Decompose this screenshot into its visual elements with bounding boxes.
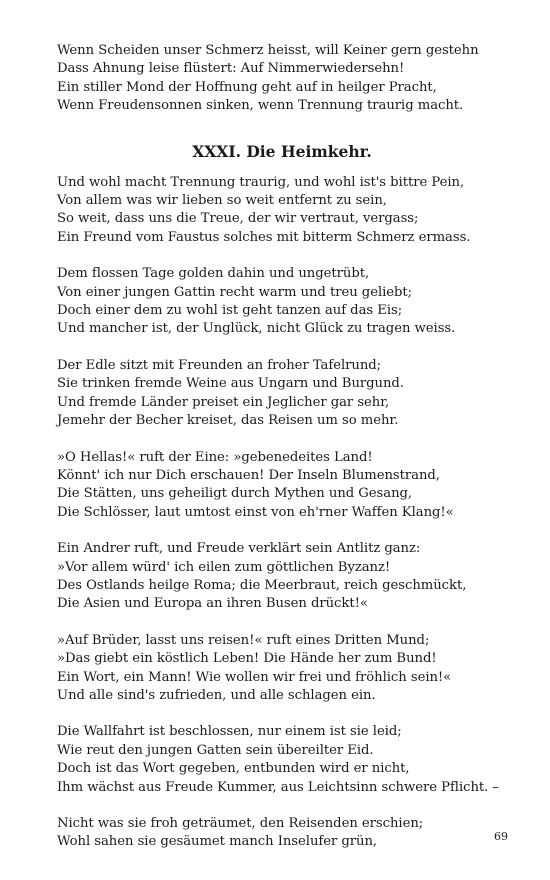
stanza-1 <box>57 174 507 248</box>
verse-line: Dem flossen Tage golden dahin und ungetrübt, <box>57 266 370 282</box>
verse-line: Von einer jungen Gattin recht warm und treu geliebt; <box>57 284 413 300</box>
verse-line: Wie reut den jungen Gatten sein übereilter Eid. <box>57 742 374 758</box>
verse-line: Ein Andrer ruft, und Freude verklärt sein Antlitz ganz: <box>57 541 421 557</box>
verse-line: Nicht was sie froh geträumet, den Reisenden erschien; <box>57 816 424 831</box>
verse-line: Ein Freund vom Faustus solches mit bitterm Schmerz ermass. <box>57 229 471 245</box>
intro-stanza <box>57 42 507 116</box>
verse-line: Könnt' ich nur Dich erschauen! Der Inseln Blumenstrand, <box>57 467 440 483</box>
verse-line: Des Ostlands heilge Roma; die Meerbraut, reich geschmückt, <box>57 577 467 593</box>
verse-line: Die Wallfahrt ist beschlossen, nur einem ist sie leid; <box>57 724 402 740</box>
verse-line: »Das giebt ein köstlich Leben! Die Hände her zum Bund! <box>57 651 437 667</box>
stanza-3 <box>57 357 507 431</box>
verse-line: Ihm wächst aus Freude Kummer, aus Leichtsinn schwere Pflicht. – <box>57 779 499 795</box>
verse-line: Ein Wort, ein Mann! Wie wollen wir frei und fröhlich sein!« <box>57 669 452 685</box>
stanza-8 <box>57 815 507 852</box>
verse-line: Ein stiller Mond der Hoffnung geht auf in heilger Pracht, <box>57 79 437 95</box>
verse-line: Und fremde Länder preiset ein Jeglicher gar sehr, <box>57 394 390 410</box>
page-body <box>57 42 507 870</box>
verse-line: Die Asien und Europa an ihren Busen drückt!« <box>57 596 368 612</box>
verse-line: Doch ist das Wort gegeben, entbunden wird er nicht, <box>57 761 410 777</box>
stanza-7 <box>57 723 507 797</box>
page-number: 69 <box>494 830 508 843</box>
verse-line: Wohl sahen sie gesäumet manch Inselufer grün, <box>57 834 378 850</box>
verse-line: Der Edle sitzt mit Freunden an froher Tafelrund; <box>57 357 382 373</box>
verse-line: Sie trinken fremde Weine aus Ungarn und Burgund. <box>57 376 404 392</box>
stanza-4 <box>57 449 507 523</box>
verse-line: »Auf Brüder, lasst uns reisen!« ruft eines Dritten Mund; <box>57 632 430 648</box>
verse-line: Die Stätten, uns geheiligt durch Mythen und Gesang, <box>57 486 413 502</box>
verse-line: Und alle sind's zufrieden, und alle schlagen ein. <box>57 687 376 703</box>
verse-line: Dass Ahnung leise flüstert: Auf Nimmerwiedersehn! <box>57 61 405 77</box>
verse-line: Jemehr der Becher kreiset, das Reisen um so mehr. <box>57 413 399 429</box>
verse-line: Wenn Freudensonnen sinken, wenn Trennung traurig macht. <box>57 98 464 114</box>
verse-line: So weit, dass uns die Treue, der wir vertraut, vergass; <box>57 211 419 227</box>
verse-line: Wenn Scheiden unser Schmerz heisst, will Keiner gern gestehn <box>57 43 479 58</box>
verse-line: Und mancher ist, der Unglück, nicht Glück zu tragen weiss. <box>57 321 456 337</box>
stanza-6 <box>57 632 507 706</box>
stanza-2 <box>57 265 507 339</box>
verse-line: Und wohl macht Trennung traurig, und wohl ist's bittre Pein, <box>57 174 465 190</box>
stanza-5 <box>57 540 507 614</box>
chapter-title: XXXI. Die Heimkehr. <box>192 141 372 161</box>
verse-line: »Vor allem würd' ich eilen zum göttlichen Byzanz! <box>57 559 391 575</box>
verse-line: Doch einer dem zu wohl ist geht tanzen auf das Eis; <box>57 303 403 319</box>
verse-line: Von allem was wir lieben so weit entfernt zu sein, <box>57 193 387 209</box>
verse-line: »O Hellas!« ruft der Eine: »gebenedeites Land! <box>57 449 373 465</box>
verse-line: Die Schlösser, laut umtost einst von eh'rner Waffen Klang!« <box>57 504 454 520</box>
